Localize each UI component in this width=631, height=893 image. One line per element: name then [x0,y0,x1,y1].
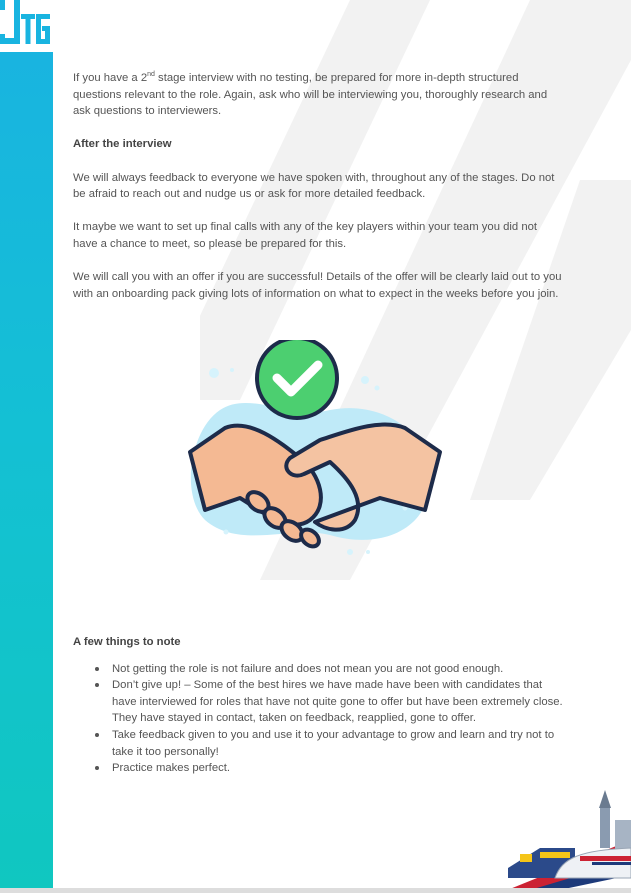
notes-list [73,661,563,777]
handshake-check-icon [180,340,450,560]
feedback-paragraph: We will always feedback to everyone we have spoken with, throughout any of the stages. Do not be afraid to reach out and nudge us or ask for more detailed feedback. [73,171,555,201]
intro-paragraph: If you have a 2nd stage interview with no testing, be prepared for more in-depth structured questions relevant to the role. Again, ask who will be interviewing you, thoroughly research and ask questions to interviewers. [73,71,548,118]
notes-heading: A few things to note [73,636,181,648]
final-calls-paragraph: It maybe we want to set up final calls with any of the key players within your team you did not have a chance to meet, so please be prepared for this. [73,221,538,250]
list-item: Practice makes perfect. [73,760,563,777]
notes-section [73,634,563,777]
document-body [73,70,563,319]
jtg-logo [0,0,54,52]
side-accent-bar [0,52,53,893]
list-item: Take feedback given to you and use it to your advantage to grow and learn and try not to take it too personally! [73,727,563,760]
list-item: Not getting the role is not failure and does not mean you are not good enough. [73,661,563,678]
after-interview-heading: After the interview [73,138,172,151]
footer-line [0,888,631,893]
offer-paragraph: We will call you with an offer if you are successful! Details of the offer will be clearly laid out to you with an onboarding pack giving lots of information on what to expect in the weeks before you join. [73,271,562,300]
list-item: Don’t give up! – Some of the best hires we have made have been with candidates that have interviewed for roles that have not quite gone to offer but have been extremely close. They have stayed in contact, taken on feedback, reapplied, gone to offer. [73,677,563,727]
trains-illustration [500,790,631,893]
